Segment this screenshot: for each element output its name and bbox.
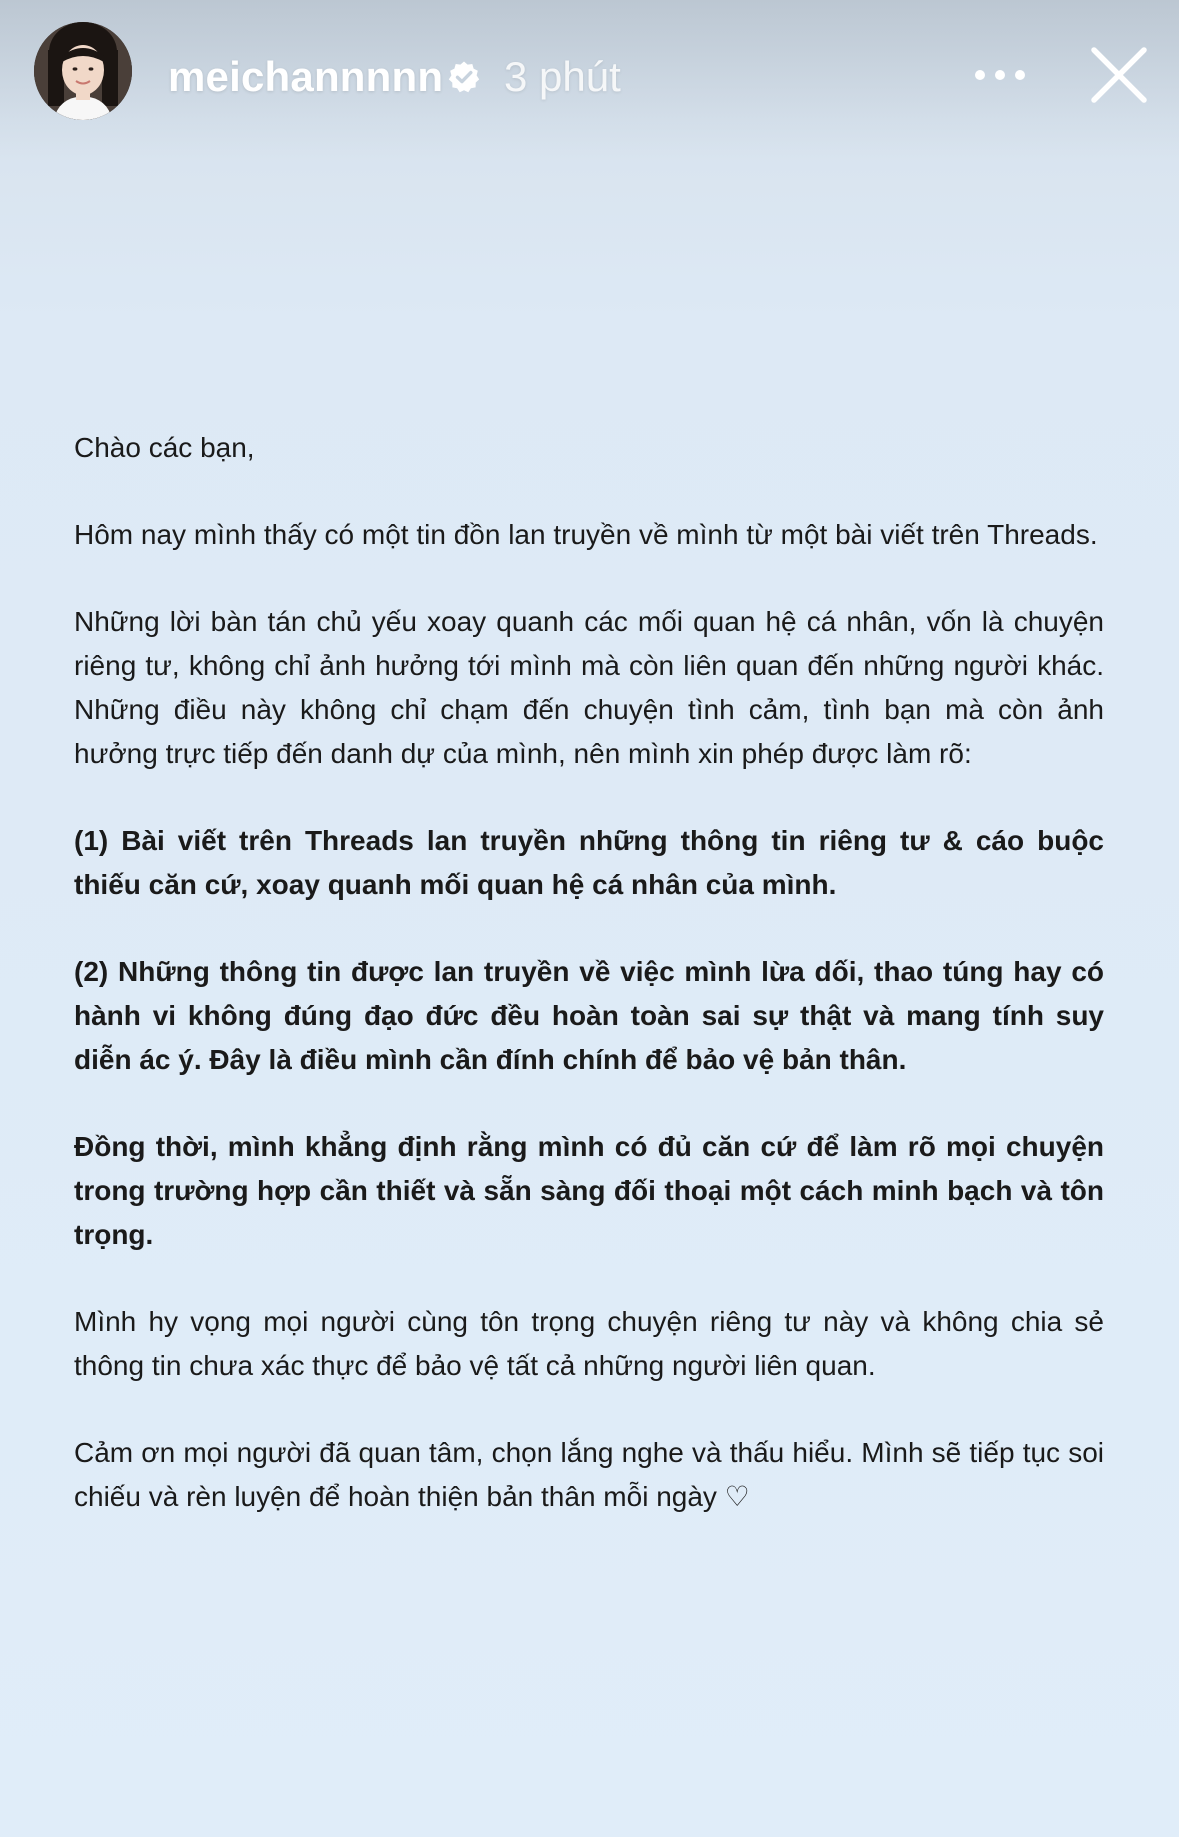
post-time: 3 phút (504, 53, 621, 100)
statement-letter (74, 426, 1104, 1562)
letter-point-1: (1) Bài viết trên Threads lan truyền những thông tin riêng tư & cáo buộc thiếu căn cứ, xoay quanh mối quan hệ cá nhân của mình. (74, 825, 1104, 900)
more-horizontal-icon[interactable] (970, 56, 1030, 94)
letter-greeting: Chào các bạn, (74, 432, 255, 463)
username[interactable]: meichannnnn (168, 53, 444, 100)
verified-badge-icon (447, 60, 481, 94)
story-header (0, 0, 1179, 160)
letter-paragraph: Những lời bàn tán chủ yếu xoay quanh các mối quan hệ cá nhân, vốn là chuyện riêng tư, không chỉ ảnh hưởng tới mình mà còn liên quan đến những người khác. Những điều này không chỉ chạm đến chuyện tình cảm, tình bạn mà còn ảnh hưởng trực tiếp đến danh dự của mình, nên mình xin phép được làm rõ: (74, 606, 1104, 769)
letter-affirmation: Đồng thời, mình khẳng định rằng mình có đủ căn cứ để làm rõ mọi chuyện trong trường hợp cần thiết và sẵn sàng đối thoại một cách minh bạch và tôn trọng. (74, 1131, 1104, 1250)
avatar-image (34, 22, 132, 120)
letter-paragraph: Mình hy vọng mọi người cùng tôn trọng chuyện riêng tư này và không chia sẻ thông tin chưa xác thực để bảo vệ tất cả những người liên quan. (74, 1306, 1104, 1381)
close-icon[interactable] (1088, 44, 1150, 106)
letter-point-2: (2) Những thông tin được lan truyền về việc mình lừa dối, thao túng hay có hành vi không đúng đạo đức đều hoàn toàn sai sự thật và mang tính suy diễn ác ý. Đây là điều mình cần đính chính để bảo vệ bản thân. (74, 956, 1104, 1075)
avatar[interactable] (34, 22, 132, 120)
letter-paragraph: Hôm nay mình thấy có một tin đồn lan truyền về mình từ một bài viết trên Threads. (74, 519, 1098, 550)
letter-closing: Cảm ơn mọi người đã quan tâm, chọn lắng nghe và thấu hiểu. Mình sẽ tiếp tục soi chiếu và rèn luyện để hoàn thiện bản thân mỗi ngày ♡ (74, 1437, 1104, 1512)
